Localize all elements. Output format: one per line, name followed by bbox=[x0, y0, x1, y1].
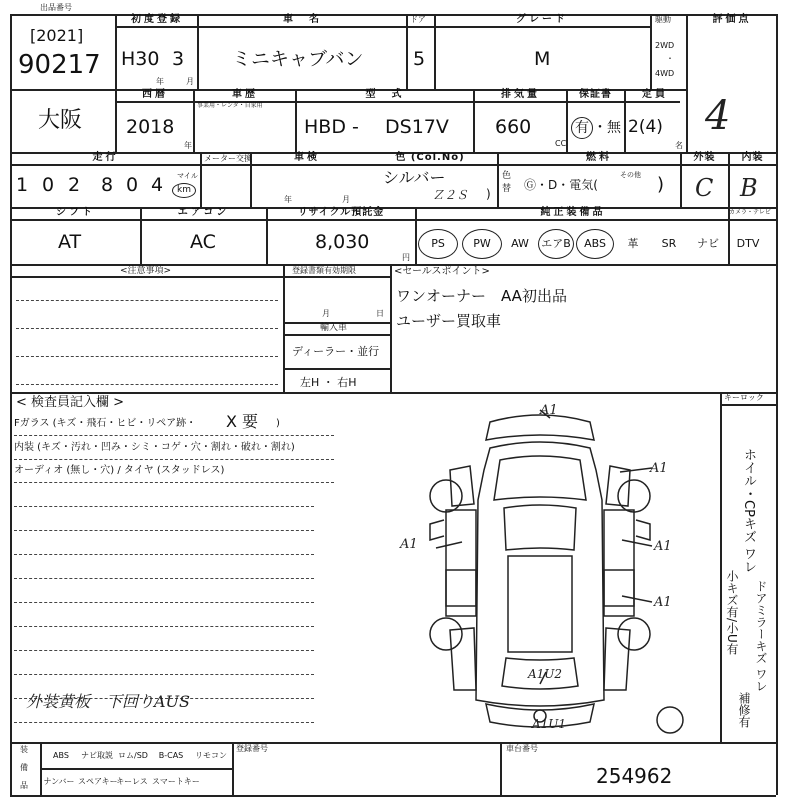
drive-2wd: 2WD bbox=[655, 41, 675, 50]
inspection-year-mark: 年 bbox=[284, 195, 292, 204]
first-reg-label: 初度登録 bbox=[131, 14, 183, 25]
frame-number: 254962 bbox=[596, 764, 673, 788]
inspection-line-1-end: ) bbox=[276, 418, 280, 429]
mileage-digit: 0 bbox=[126, 174, 139, 196]
equipment-item: AW bbox=[511, 237, 529, 250]
mark-rear-upper: A1U2 bbox=[528, 667, 563, 681]
inspection-line-2: 内装 (キズ・汚れ・凹み・シミ・コゲ・穴・割れ・破れ・割れ) bbox=[14, 442, 295, 453]
mark-right-fender: A1 bbox=[650, 461, 668, 476]
year-label: 西暦 bbox=[142, 89, 168, 100]
warranty-yes: 有 bbox=[575, 120, 589, 136]
drive-label: 駆動 bbox=[655, 15, 671, 24]
sales-point-2: ユーザー買取車 bbox=[396, 312, 502, 330]
footer-equipment-item: ロム/SD bbox=[118, 751, 148, 760]
grade: M bbox=[534, 48, 551, 70]
shift: AT bbox=[58, 231, 82, 253]
yen-unit: 円 bbox=[402, 253, 410, 262]
equipment-item: PW bbox=[462, 229, 502, 259]
capacity-unit: 名 bbox=[675, 141, 683, 150]
frame-no-label: 車台番号 bbox=[506, 744, 538, 753]
inspection-line-1-mark: X 要 bbox=[226, 412, 259, 431]
first-reg-era: H30 bbox=[121, 48, 160, 70]
footer-equipment-item: キーレス bbox=[116, 777, 148, 786]
door-label: ドア bbox=[410, 15, 426, 24]
footer-equipment-item: ナンバー bbox=[43, 777, 75, 786]
year-mark-2: 年 bbox=[184, 141, 192, 150]
mileage-digit: 8 bbox=[101, 174, 114, 196]
history-label: 車歴 bbox=[232, 89, 258, 100]
doors: 5 bbox=[413, 48, 426, 70]
footer-equip-label-mid: 備 bbox=[20, 763, 28, 772]
model-code: DS17V bbox=[385, 116, 449, 138]
car-condition-diagram bbox=[390, 400, 710, 740]
inspection-label: 車検 bbox=[294, 152, 320, 163]
aircon: AC bbox=[190, 231, 216, 253]
model-label: 型 式 bbox=[365, 89, 405, 100]
reg-day: 日 bbox=[376, 309, 384, 318]
fuel-options: Ⓖ・D・電気( bbox=[524, 178, 598, 192]
model-year: 2018 bbox=[126, 116, 175, 138]
interior-label: 内装 bbox=[741, 152, 764, 163]
auction-sheet: 出品番号 [2021] 90217 初度登録 H30 3 年 月 車 名 ミニキャブバン ドア 5 グレード M 駆動 2WD ・ 4WD 評価点 4 大阪 西暦 2018 年 車歴 事業用・レンタ・自家用 型 式 HBD - DS17V 排気量 660 CC 保証書 有 ・無 定員 2(4) 名 走行 1 0 2 8 0 4 マイル km メーター交換 車検 年 月 色 (Col.No) シルバー Ｚ２Ｓ ) 色替 燃料 Ⓖ・D・電気( その他 ) 外装 C 内装 B シフト AT エアコン AC リサイクル預託金 8,030 円 純正装備品 カメラ・テレビ PS PW AW エアB ABS 革 SR ナビ DTV <注意事項> 登録書類有効期限 月 日 輸入車 ディーラー・並行 左H ・ 右H <セールスポイント> ワンオーナー AA初出品 ユーザー買取車 < 検査員記入欄 > Fガラス (キズ・飛石・ヒビ・リペア跡・ X 要 ) 内装 (キズ・汚れ・凹み・シミ・コゲ・穴・割れ・破れ・割れ) オーディオ (無し・穴) / タイヤ (スタッドレス) 外装黄板 下回りAUS キーロック ホイル・CPキズ ワレ 小キズ有/小U有 ドアミラーキズ ワレ 補修有 A1 A1 A1 A1 A1 A1U2 A1U1 装 備 品 ABS ナビ取説 ロム/SD B-CAS リモコン ナンバー スペアキー キーレス スマートキー 登録番号 車台番号 254962 bbox=[0, 0, 800, 800]
footer-equip-label-bot: 品 bbox=[20, 781, 28, 790]
model-prefix: HBD - bbox=[304, 116, 359, 138]
footer-equipment-item: スマートキー bbox=[152, 777, 200, 786]
cc-unit: CC bbox=[555, 139, 567, 148]
mark-right-front-door: A1 bbox=[654, 539, 672, 554]
color-label: 色 (Col.No) bbox=[395, 152, 465, 163]
footer-equipment-item: スペアキー bbox=[78, 777, 118, 786]
mileage-digit: 0 bbox=[42, 174, 55, 196]
car-name: ミニキャブバン bbox=[232, 48, 364, 70]
footer-equipment-item: ABS bbox=[53, 751, 69, 760]
lot-year: [2021] bbox=[30, 26, 84, 45]
mileage-digit: 2 bbox=[68, 174, 81, 196]
odometer-change-label: メーター交換 bbox=[204, 154, 252, 163]
fuel-label: 燃料 bbox=[586, 152, 612, 163]
footer-equip-label-top: 装 bbox=[20, 745, 28, 754]
dealer-options: ディーラー・並行 bbox=[292, 345, 380, 358]
handwritten-note: 外装黄板 下回りAUS bbox=[26, 692, 191, 711]
side-note-4: 補修有 bbox=[737, 692, 751, 728]
reg-expiry-label: 登録書類有効期限 bbox=[292, 266, 356, 275]
inspection-title: < 検査員記入欄 > bbox=[16, 395, 125, 410]
recycle-label: リサイクル預託金 bbox=[297, 207, 385, 218]
equipment-item: SR bbox=[661, 237, 677, 250]
import-label: 輸入車 bbox=[320, 323, 348, 333]
footer-equipment-item: リモコン bbox=[195, 751, 227, 760]
mileage-digit: 4 bbox=[151, 174, 164, 196]
km-unit: km bbox=[177, 185, 191, 195]
mark-right-rear-door: A1 bbox=[654, 595, 672, 610]
score: 4 bbox=[705, 93, 731, 139]
shift-label: シフト bbox=[56, 207, 95, 218]
equipment-item: 革 bbox=[627, 237, 639, 250]
location: 大阪 bbox=[38, 108, 83, 133]
footer-equipment-item: B-CAS bbox=[158, 751, 184, 760]
color-number: Ｚ２Ｓ bbox=[432, 188, 469, 202]
capacity: 2(4) bbox=[628, 117, 663, 137]
first-reg-month: 3 bbox=[172, 48, 185, 70]
interior-grade: B bbox=[740, 174, 758, 202]
reg-month: 月 bbox=[322, 309, 330, 318]
mark-front: A1 bbox=[540, 403, 558, 418]
fuel-other-label: その他 bbox=[620, 171, 641, 179]
mark-left-front-door: A1 bbox=[400, 537, 418, 552]
lot-number: 90217 bbox=[18, 50, 101, 80]
displacement-label: 排気量 bbox=[501, 89, 540, 100]
equipment-item: ABS bbox=[576, 229, 614, 259]
sales-point-1: ワンオーナー AA初出品 bbox=[396, 287, 567, 305]
recycle-fee: 8,030 bbox=[315, 231, 370, 253]
color-change-label: 色替 bbox=[502, 171, 512, 194]
grade-label: グレード bbox=[516, 14, 568, 25]
footer-equipment-item: ナビ取説 bbox=[81, 751, 113, 760]
displacement: 660 bbox=[495, 116, 532, 138]
side-note-1: ホイル・CPキズ ワレ bbox=[741, 448, 756, 574]
car-name-label: 車 名 bbox=[283, 14, 322, 25]
drive-4wd: 4WD bbox=[655, 69, 675, 78]
warranty-label: 保証書 bbox=[579, 89, 612, 100]
exterior-label: 外装 bbox=[693, 152, 716, 163]
history-sub: 事業用・レンタ・自家用 bbox=[197, 102, 263, 109]
camera-tv-label: カメラ・テレビ bbox=[729, 209, 771, 216]
score-label: 評価点 bbox=[712, 14, 752, 25]
equipment-item: ナビ bbox=[697, 237, 719, 250]
capacity-label: 定員 bbox=[642, 89, 668, 100]
month-mark: 月 bbox=[186, 77, 194, 86]
exhibit-no-label: 出品番号 bbox=[40, 3, 72, 12]
warranty-no: ・無 bbox=[593, 120, 621, 136]
key-lock-label: キーロック bbox=[724, 393, 764, 402]
side-note-3: ドアミラーキズ ワレ bbox=[754, 580, 768, 692]
year-mark: 年 bbox=[156, 77, 164, 86]
mile-unit: マイル bbox=[177, 172, 198, 180]
mileage-digit: 1 bbox=[16, 174, 29, 196]
mark-rear-bumper: A1U1 bbox=[532, 717, 567, 731]
equipment-item: DTV bbox=[736, 237, 760, 250]
steering-options: 左H ・ 右H bbox=[300, 376, 357, 389]
exterior-grade: C bbox=[695, 174, 714, 202]
aircon-label: エアコン bbox=[177, 207, 230, 218]
mileage-label: 走行 bbox=[92, 152, 119, 163]
color: シルバー bbox=[383, 168, 446, 187]
sales-points-label: <セールスポイント> bbox=[394, 266, 490, 277]
inspection-line-1: Fガラス (キズ・飛石・ヒビ・リペア跡・ bbox=[14, 418, 197, 429]
side-note-2: 小キズ有/小U有 bbox=[725, 570, 739, 655]
inspection-month-mark: 月 bbox=[342, 195, 350, 204]
reg-no-label: 登録番号 bbox=[236, 744, 268, 753]
equipment-item: エアB bbox=[538, 229, 574, 259]
equipment-label: 純正装備品 bbox=[540, 207, 606, 218]
equipment-item: PS bbox=[418, 229, 458, 259]
inspection-line-3: オーディオ (無し・穴) / タイヤ (スタッドレス) bbox=[14, 465, 225, 476]
caution-label: <注意事項> bbox=[120, 266, 172, 276]
